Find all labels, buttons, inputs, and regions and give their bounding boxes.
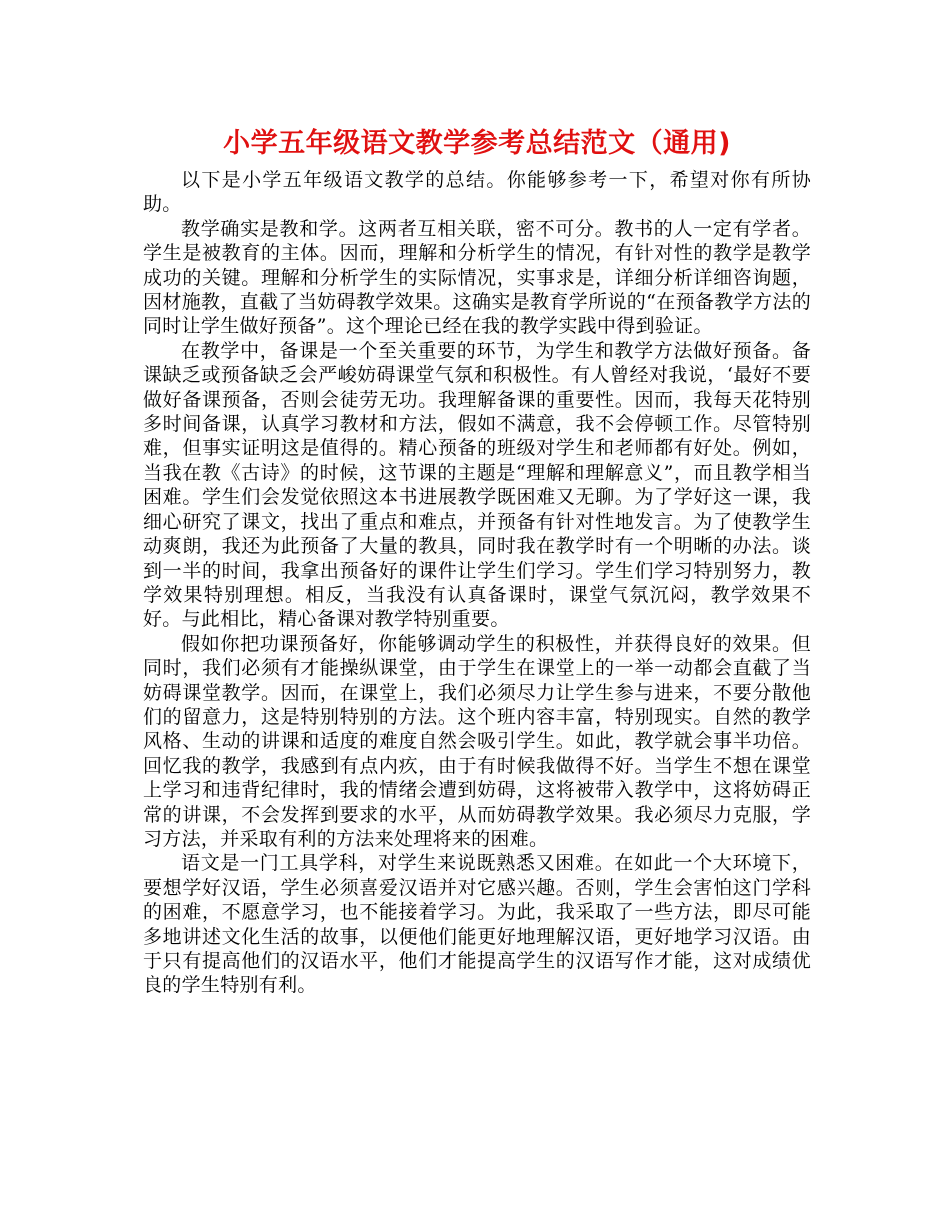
document-title: 小学五年级语文教学参考总结范文（通用) xyxy=(223,128,731,159)
paragraph-teaching-and-learning: 教学确实是教和学。这两者互相关联，密不可分。教书的人一定有学者。学生是被教育的主体。因而，理解和分析学生的情况，有针对性的教学是教学成功的关键。理解和分析学生的实际情况，实事求是，详细分析详细咨询题，因材施教，直截了当妨碍教学效果。这确实是教育学所说的“在预备教学方法的同时让学生做好预备”。这个理论已经在我的教学实践中得到验证。 xyxy=(143,217,811,338)
paragraph-chinese-subject: 语文是一门工具学科，对学生来说既熟悉又困难。在如此一个大环境下，要想学好汉语，学生必须喜爱汉语并对它感兴趣。否则，学生会害怕这门学科的困难，不愿意学习，也不能接着学习。为此，我采取了一些方法，即尽可能多地讲述文化生活的故事，以便他们能更好地理解汉语，更好地学习汉语。由于只有提高他们的汉语水平，他们才能提高学生的汉语写作才能，这对成绩优良的学生特别有利。 xyxy=(143,852,811,997)
paragraph-lesson-preparation: 在教学中，备课是一个至关重要的环节，为学生和教学方法做好预备。备课缺乏或预备缺乏会严峻妨碍课堂气氛和积极性。有人曾经对我说，‘最好不要做好备课预备，否则会徒劳无功。我理解备课的重要性。因而，我每天花特别多时间备课，认真学习教材和方法，假如不满意，我不会停顿工作。尽管特别难，但事实证明这是值得的。精心预备的班级对学生和老师都有好处。例如，当我在教《古诗》的时候，这节课的主题是“理解和理解意义”，而且教学相当困难。学生们会发觉依照这本书进展教学既困难又无聊。为了学好这一课，我细心研究了课文，找出了重点和难点，并预备有针对性地发言。为了使教学生动爽朗，我还为此预备了大量的教具，同时我在教学时有一个明晰的办法。谈到一半的时间，我拿出预备好的课件让学生们学习。学生们学习特别努力，教学效果特别理想。相反，当我没有认真备课时，课堂气氛沉闷，教学效果不好。与此相比，精心备课对教学特别重要。 xyxy=(143,339,811,631)
paragraph-classroom-control: 假如你把功课预备好，你能够调动学生的积极性，并获得良好的效果。但同时，我们必须有才能操纵课堂，由于学生在课堂上的一举一动都会直截了当妨碍课堂教学。因而，在课堂上，我们必须尽力让学生参与进来，不要分散他们的留意力，这是特别特别的方法。这个班内容丰富，特别现实。自然的教学风格、生动的讲课和适度的难度自然会吸引学生。如此，教学就会事半功倍。回忆我的教学，我感到有点内疚，由于有时候我做得不好。当学生不想在课堂上学习和违背纪律时，我的情绪会遭到妨碍，这将被带入教学中，这将妨碍正常的讲课，不会发挥到要求的水平，从而妨碍教学效果。我必须尽力克服，学习方法，并采取有利的方法来处理将来的困难。 xyxy=(143,632,811,850)
paragraph-intro: 以下是小学五年级语文教学的总结。你能够参考一下，希望对你有所协助。 xyxy=(143,169,811,216)
document-page xyxy=(143,124,811,998)
